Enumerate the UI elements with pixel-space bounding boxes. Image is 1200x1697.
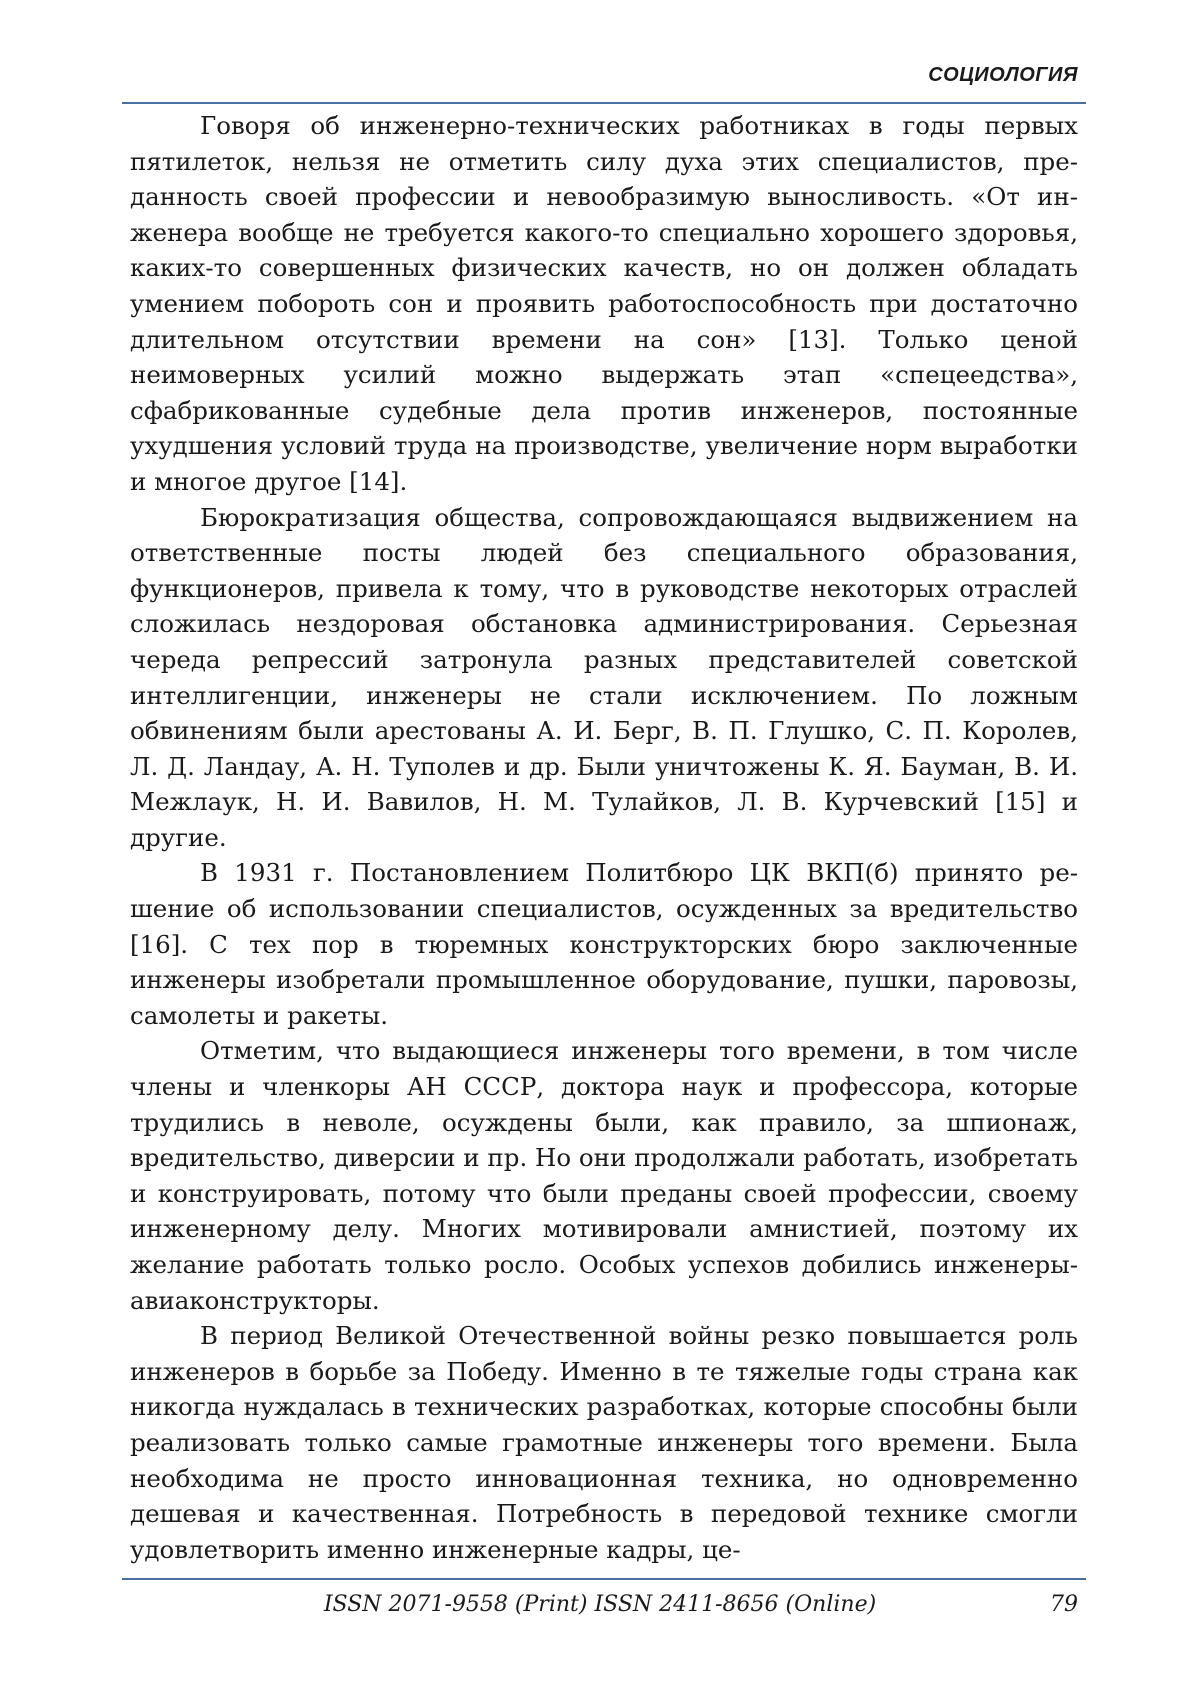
page-footer <box>122 1592 1078 1624</box>
footer-rule <box>122 1578 1086 1580</box>
article-body <box>130 108 1078 1567</box>
paragraph: Говоря об инженерно-технических работниках в годы первых пятилеток, нельзя не отметить силу духа этих специалистов, преданность своей профессии и невообразимую выносливость. «От инженера вообще не требуется какого-то специально хорошего здоровья, каких-то совершенных физических качеств, но он должен обладать умением побороть сон и проявить работоспособность при достаточно длительном отсутствии времени на сон» [13]. Только ценой неимоверных усилий можно выдержать этап «спецеедства», сфабрикованные судебные дела против инженеров, постоянные ухудшения условий труда на производстве, увеличение норм выработки и многое другое [14]. <box>130 111 1078 496</box>
paragraph: Отметим, что выдающиеся инженеры того времени, в том числе члены и членкоры АН СССР, доктора наук и профессора, которые трудились в неволе, осуждены были, как правило, за шпионаж, вредительство, диверсии и пр. Но они продолжали работать, изобретать и конструировать, потому что были преданы своей профессии, своему инженерному делу. Многих мотивировали амнистией, поэтому их желание работать только росло. Особых успехов добились инженеры-авиаконструкторы. <box>130 1036 1078 1315</box>
paragraph: В период Великой Отечественной войны резко повышается роль инженеров в борьбе за Победу. Именно в те тяжелые годы страна как никогда нуждалась в технических разработках, которые способны были реализовать только самые грамотные инженеры того времени. Была необходима не просто инновационная техника, но одновременно дешевая и качественная. Потребность в передовой технике смогли удовлетворить именно инженерные кадры, це- <box>130 1321 1078 1564</box>
page-number: 79 <box>1050 1592 1078 1617</box>
section-running-head: СОЦИОЛОГИЯ <box>928 64 1078 86</box>
paragraph: Бюрократизация общества, сопровождающаяся выдвижением на ответственные посты людей без специального образования, функционеров, привела к тому, что в руководстве некоторых отраслей сложилась нездоровая обстановка администрирования. Серьезная череда репрессий затронула разных представителей советской интеллигенции, инженеры не стали исключением. По ложным обвинениям были арестованы А. И. Берг, В. П. Глушко, С. П. Королев, Л. Д. Ландау, А. Н. Туполев и др. Были уничтожены К. Я. Бауман, В. И. Межлаук, Н. И. Вавилов, Н. М. Тулайков, Л. В. Курчевский [15] и другие. <box>130 502 1078 852</box>
header-rule <box>122 102 1086 104</box>
issn-line: ISSN 2071-9558 (Print) ISSN 2411-8656 (Online) <box>323 1592 877 1617</box>
paragraph: В 1931 г. Постановлением Политбюро ЦК ВКП(б) принято решение об использовании специалистов, осужденных за вредительство [16]. С тех пор в тюремных конструкторских бюро заключенные инженеры изобретали промышленное оборудование, пушки, паровозы, самолеты и ракеты. <box>130 858 1078 1030</box>
